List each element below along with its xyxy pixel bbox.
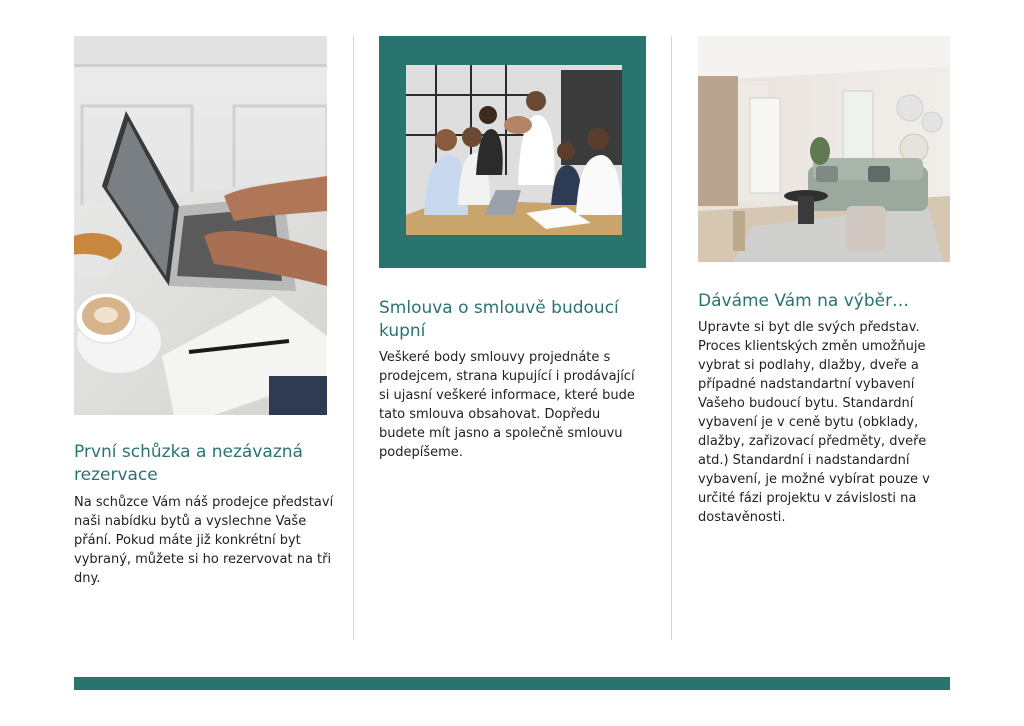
footer-accent-bar [74, 677, 950, 690]
column-divider-1 [353, 36, 354, 640]
card-body: Na schůzce Vám náš prodejce představí naši nabídku bytů a vyslechne Vaše přání. Pokud máte již konkrétní byt vybraný, můžete si ho rezervovat na tři dny. [74, 495, 334, 586]
laptop-coffee-photo [74, 36, 327, 415]
living-room-photo [698, 36, 950, 262]
card-body: Upravte si byt dle svých představ. Proces klientských změn umožňuje vybrat si podlahy, dlažby, dveře a případné nadstandartní vybavení Vašeho budoucí bytu. Standardní vybavení je v ceně bytu (obklady, dlažby, zařizovací předměty, dveře atd.) Standardní i nadstandardní vybavení, je možné vybírat pouze v určité fázi projektu v závislosti na dostavěnosti. [698, 320, 930, 525]
column-divider-2 [671, 36, 672, 640]
card-body: Veškeré body smlouvy projednáte s prodejcem, strana kupující i prodávající si ujasní veškeré informace, které bude tato smlouva obsahovat. Dopředu budete mít jasno a společně smlouvu podepíšeme. [379, 350, 635, 460]
card-heading: První schůzka a nezávazná rezervace [74, 442, 303, 485]
team-high-five-photo [379, 36, 646, 268]
card-heading: Dáváme Vám na výběr… [698, 291, 910, 311]
card-heading: Smlouva o smlouvě budoucí kupní [379, 298, 619, 341]
